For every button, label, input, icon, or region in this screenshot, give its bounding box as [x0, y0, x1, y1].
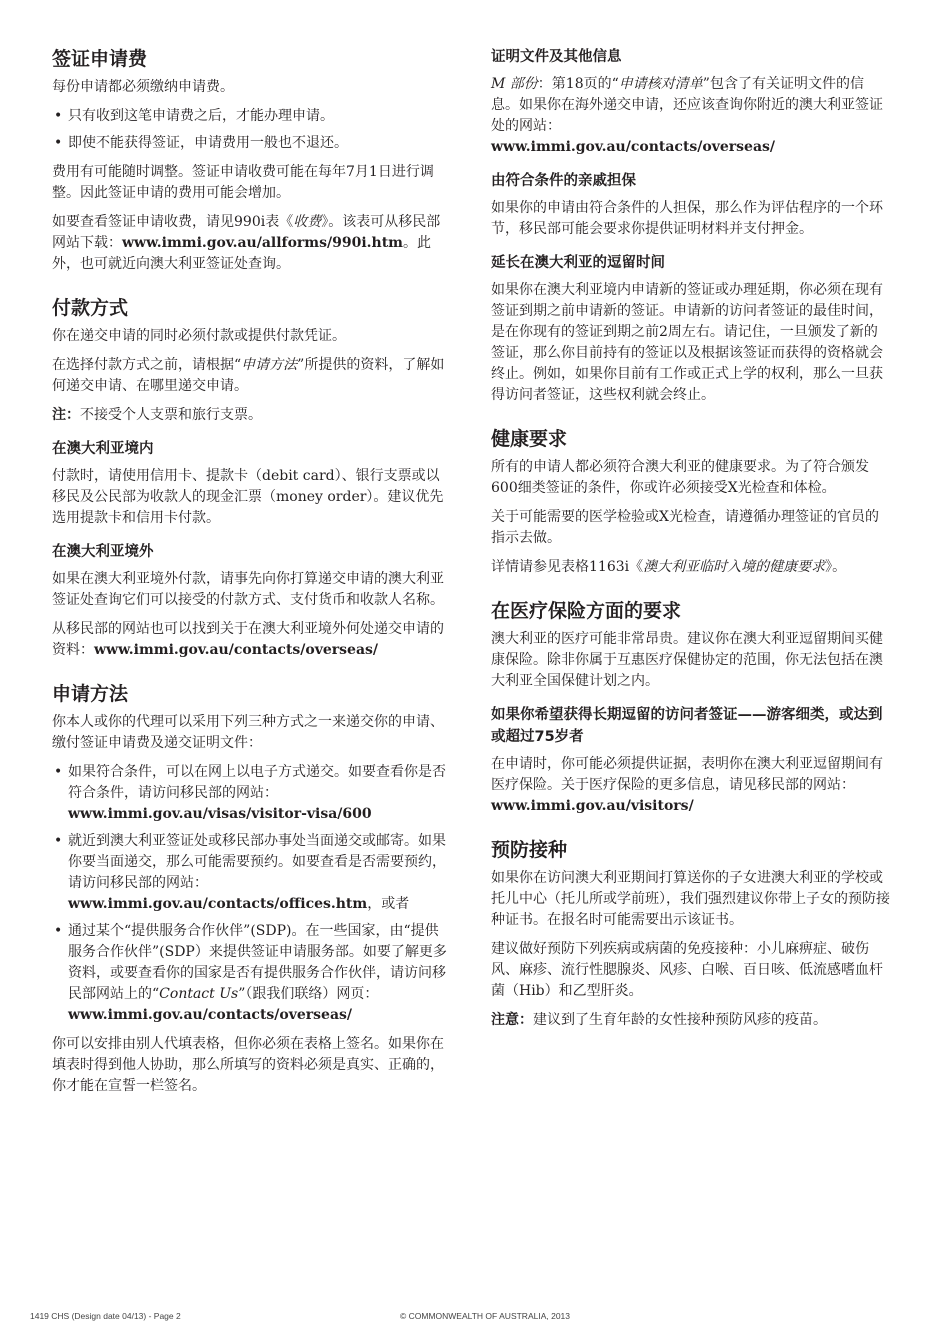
- insurance-section: [491, 598, 891, 817]
- how-to-apply-section: [52, 681, 452, 1097]
- supporting-docs-text: M 部份：第18页的“申请核对清单”包含了有关证明文件的信息。如果你在海外递交申请，还应该查询你附近的澳大利亚签证处的网站： www.immi.gov.au/contacts/overseas/: [491, 76, 883, 155]
- section-heading-health: 健康要求: [491, 428, 568, 450]
- sponsor-text: 如果你的申请由符合条件的人担保，那么作为评估程序的一个环节，移民部可能会要求你提供证明材料并支付押金。: [491, 200, 883, 237]
- supporting-docs-section: [491, 46, 891, 158]
- sponsor-section: [491, 170, 891, 240]
- long-stay-text: 在申请时，你可能必须提供证据，表明你在澳大利亚逗留期间有医疗保险。关于医疗保险的更多信息，请见移民部的网站：www.immi.gov.au/visitors/: [491, 756, 883, 814]
- immunisation-section: [491, 837, 891, 1031]
- health-text-3: 详情请参见表格1163i《澳大利亚临时入境的健康要求》。: [491, 559, 847, 575]
- list-item: • 就近到澳大利亚签证处或移民部办事处当面递交或邮寄。如果你要当面递交，那么可能需要预约。如要查看是否需要预约，请访问移民部的网站： www.immi.gov.au/contacts/offices.htm，或者: [54, 833, 446, 912]
- right-column: [491, 46, 891, 1039]
- fee-form-link[interactable]: www.immi.gov.au/allforms/990i.htm: [122, 235, 403, 251]
- subheading-long-stay: 如果你希望获得长期逗留的访问者签证——游客细类，或达到或超过75岁者: [491, 707, 883, 745]
- health-text-2: 关于可能需要的医学检验或X光检查，请遵循办理签证的官员的指示去做。: [491, 509, 879, 546]
- footer-form-id: 1419 CHS (Design date 04/13) - Page 2: [30, 1311, 181, 1321]
- health-text-1: 所有的申请人都必须符合澳大利亚的健康要求。为了符合颁发600细类签证的条件，你或许必须接受X光检查和体检。: [491, 459, 869, 496]
- apply-intro: 你本人或你的代理可以采用下列三种方式之一来递交你的申请、缴付签证申请费及递交证明文件：: [52, 714, 444, 751]
- list-item: • 如果符合条件，可以在网上以电子方式递交。如要查看你是否符合条件，请访问移民部的网站： www.immi.gov.au/visas/visitor-visa/600: [54, 764, 446, 822]
- immunisation-text-2: 建议做好预防下列疾病或病菌的免疫接种：小儿麻痹症、破伤风、麻疹、流行性腮腺炎、风疹、白喉、百日咳、低流感嗜血杆菌（Hib）和乙型肝炎。: [491, 941, 883, 999]
- immunisation-text-1: 如果你在访问澳大利亚期间打算送你的子女进澳大利亚的学校或托儿中心（托儿所或学前班），我们强烈建议你带上子女的预防接种证书。在报名时可能需要出示该证书。: [491, 870, 890, 928]
- section-heading-payment: 付款方式: [52, 297, 129, 319]
- fee-intro: 每份申请都必须缴纳申请费。: [52, 79, 234, 95]
- bullet-icon: •: [54, 833, 63, 849]
- overseas-link[interactable]: www.immi.gov.au/contacts/overseas/: [491, 139, 776, 155]
- health-section: [491, 426, 891, 578]
- bullet-icon: •: [54, 923, 63, 939]
- offices-link[interactable]: www.immi.gov.au/contacts/offices.htm: [68, 896, 368, 912]
- subheading-extend-stay: 延长在澳大利亚的逗留时间: [491, 255, 665, 271]
- payment-method-section: [52, 295, 452, 661]
- apply-closing-text: 你可以安排由别人代填表格，但你必须在表格上签名。如果你在填表时得到他人协助，那么所填写的资料必须是真实、正确的，你才能在宣誓一栏签名。: [52, 1036, 444, 1094]
- fee-adjustment-text: 费用有可能随时调整。签证申请收费可能在每年7月1日进行调整。因此签证申请的费用可能会增加。: [52, 164, 434, 201]
- list-item: • 通过某个“提供服务合作伙伴”(SDP)。在一些国家，由“提供服务合作伙伴”(SDP）来提供签证申请服务部。如要了解更多资料，或要查看你的国家是否有提供服务合作伙伴，请访问移民部网站上的“Contact Us”（跟我们联络）网页： www.immi.gov.au/contacts/overseas/: [54, 923, 447, 1023]
- apply-method-list: [52, 762, 452, 1026]
- section-heading-insurance: 在医疗保险方面的要求: [491, 600, 682, 622]
- subheading-outside-australia: 在澳大利亚境外: [52, 544, 154, 560]
- subheading-inside-australia: 在澳大利亚境内: [52, 441, 154, 457]
- subheading-sponsor: 由符合条件的亲戚担保: [491, 173, 636, 189]
- left-column: [52, 46, 452, 1105]
- list-item: • 只有收到这笔申请费之后，才能办理申请。: [52, 106, 452, 127]
- list-item: • 即使不能获得签证，申请费用一般也不退还。: [52, 133, 452, 154]
- inside-australia-text: 付款时，请使用信用卡、提款卡（debit card）、银行支票或以移民及公民部为收款人的现金汇票（money order）。建议优先选用提款卡和信用卡付款。: [52, 468, 444, 526]
- visitor-visa-link[interactable]: www.immi.gov.au/visas/visitor-visa/600: [68, 806, 372, 822]
- immunisation-note: 注意：建议到了生育年龄的女性接种预防风疹的疫苗。: [491, 1012, 827, 1028]
- section-heading-how-to-apply: 申请方法: [52, 683, 129, 705]
- sdp-contacts-link[interactable]: www.immi.gov.au/contacts/overseas/: [68, 1007, 353, 1023]
- extend-stay-section: [491, 252, 891, 406]
- insurance-text: 澳大利亚的医疗可能非常昂贵。建议你在澳大利亚逗留期间买健康保险。除非你属于互惠医疗保健协定的范围，你无法包括在澳大利亚全国保健计划之内。: [491, 631, 883, 689]
- bullet-icon: •: [54, 764, 63, 780]
- subheading-supporting-docs: 证明文件及其他信息: [491, 49, 622, 65]
- payment-note: 注：不接受个人支票和旅行支票。: [52, 407, 262, 423]
- section-heading-immunisation: 预防接种: [491, 839, 568, 861]
- bullet-icon: •: [54, 108, 63, 124]
- outside-australia-link-text: 从移民部的网站也可以找到关于在澳大利亚境外何处递交申请的资料：www.immi.gov.au/contacts/overseas/: [52, 621, 444, 658]
- outside-australia-text: 如果在澳大利亚境外付款，请事先向你打算递交申请的澳大利亚签证处查询它们可以接受的付款方式、支付货币和收款人名称。: [52, 571, 444, 608]
- visa-fee-section: [52, 46, 452, 275]
- payment-choose-text: 在选择付款方式之前，请根据“申请方法”所提供的资料，了解如何递交申请、在哪里递交申请。: [52, 357, 445, 394]
- section-heading-visa-fee: 签证申请费: [52, 48, 148, 70]
- overseas-contacts-link[interactable]: www.immi.gov.au/contacts/overseas/: [94, 642, 379, 658]
- payment-intro: 你在递交申请的同时必须付款或提供付款凭证。: [52, 328, 346, 344]
- visitors-link[interactable]: www.immi.gov.au/visitors/: [491, 798, 694, 814]
- footer-copyright: © COMMONWEALTH OF AUSTRALIA, 2013: [400, 1311, 570, 1321]
- fee-bullet-list: [52, 106, 452, 154]
- extend-stay-text: 如果你在澳大利亚境内申请新的签证或办理延期，你必须在现有签证到期之前申请新的签证。申请新的访问者签证的最佳时间，是在你现有的签证到期之前2周左右。请记住，一旦颁发了新的签证，那么你目前持有的签证以及根据该签证而获得的资格就会终止。例如，如果你目前有工作或正式上学的权利，那么一旦获得访问者签证，这些权利就会终止。: [491, 282, 883, 403]
- bullet-icon: •: [54, 135, 63, 151]
- fee-lookup-text: 如要查看签证申请收费，请见990i表《收费》。该表可从移民部网站下载：www.immi.gov.au/allforms/990i.htm。此外，也可就近向澳大利亚签证处查询。: [52, 214, 441, 272]
